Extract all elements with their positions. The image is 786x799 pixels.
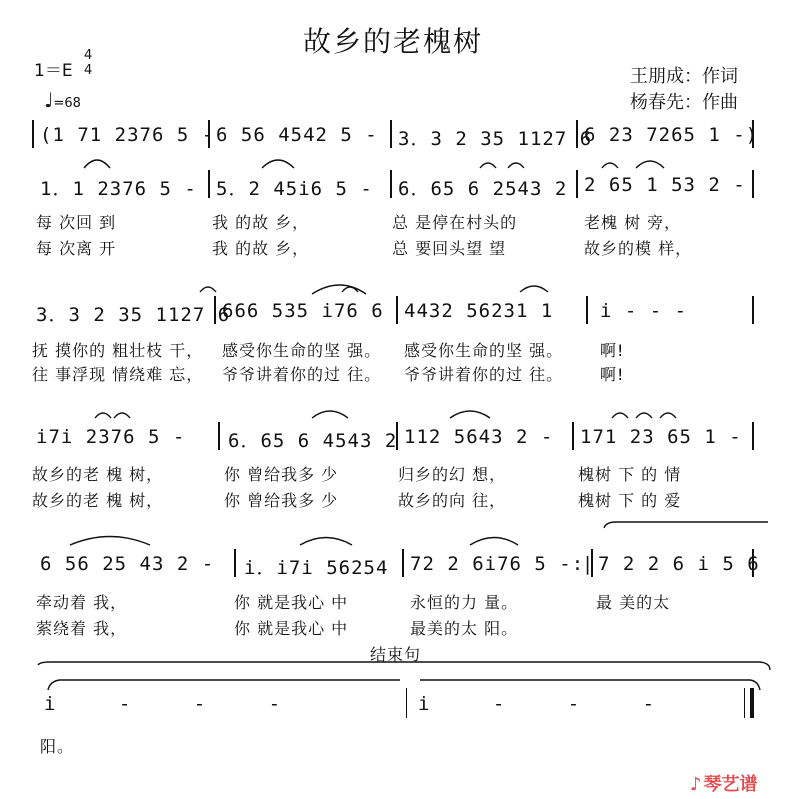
bar-line xyxy=(752,549,754,577)
measure-notes: 6 56 4542 5 - xyxy=(216,124,378,146)
lyric-verse-1: 啊! xyxy=(600,341,625,360)
measure-notes: 2 65 1 53 2 - xyxy=(584,174,746,196)
measure-notes: 72 2 6i76 5 -:‖ xyxy=(410,553,597,575)
time-signature-bottom: 4 xyxy=(84,63,93,78)
lyric-verse-2: 你 就是我心 中 xyxy=(234,619,349,638)
lyric-verse-2: 啊! xyxy=(600,365,625,384)
bar-line xyxy=(396,422,398,450)
bar-line xyxy=(208,120,210,148)
site-watermark xyxy=(690,770,758,796)
measure-notes: 5．2 45i6 5 - xyxy=(216,178,373,200)
repeat-end-bar xyxy=(591,549,593,577)
lyric-verse-2: 你 曾给我多 少 xyxy=(224,491,339,510)
lyric-verse-1: 故乡的老 槐 树， xyxy=(32,465,164,484)
bar-line xyxy=(572,422,574,450)
bar-line xyxy=(234,549,236,577)
bar-line xyxy=(752,296,754,324)
watermark-text: 琴艺谱 xyxy=(703,774,758,795)
time-signature xyxy=(84,48,92,78)
lyric-verse-1: 永恒的力 量。 xyxy=(410,593,519,612)
ending-lyric: 阳。 xyxy=(40,737,75,756)
bar-line xyxy=(214,296,216,324)
measure-notes: i - - - xyxy=(600,300,688,322)
bar-line xyxy=(218,422,220,450)
composer-credit: 杨春先：作曲 xyxy=(630,92,738,113)
quarter-note-icon: ♩ xyxy=(44,88,54,112)
measure-notes: 6．65 6 2543 2 xyxy=(398,178,568,200)
lyric-verse-1: 你 就是我心 中 xyxy=(234,593,349,612)
lyric-verse-1: 牵动着 我， xyxy=(36,593,128,612)
score-title: 故乡的老槐树 xyxy=(302,25,483,58)
bar-line xyxy=(208,170,210,198)
piano-logo-icon: ♪ xyxy=(690,774,702,795)
tempo-value: =68 xyxy=(53,96,81,111)
bar-line xyxy=(752,170,754,198)
lyric-verse-1: 抚 摸你的 粗壮枝 干， xyxy=(32,341,204,360)
measure-notes: 666 535 i76 6 xyxy=(222,300,384,322)
bar-line xyxy=(406,688,407,718)
lyric-verse-1: 最 美的太 xyxy=(596,593,671,612)
measure-notes: i．i7i 56254 xyxy=(244,557,389,579)
bar-line xyxy=(576,170,578,198)
lyric-verse-1: 槐树 下 的 情 xyxy=(578,465,682,484)
measure-notes: 171 23 65 1 - xyxy=(580,426,742,448)
ending-measure-notes: i - - - xyxy=(418,693,656,715)
measure-notes: 6．65 6 4543 2 xyxy=(228,430,398,452)
measure-notes: 112 5643 2 - xyxy=(404,426,554,448)
bar-line xyxy=(752,120,754,148)
measure-notes: 7 2 2 6 i 5 6 xyxy=(598,553,760,575)
ending-label: 结束句 xyxy=(370,645,422,664)
lyric-verse-2: 爷爷讲着你的过 往。 xyxy=(404,365,564,384)
tempo-marking xyxy=(44,88,81,112)
lyric-verse-1: 每 次回 到 xyxy=(36,213,117,232)
measure-notes: 3．3 2 35 1127 6 xyxy=(36,304,231,326)
lyric-verse-2: 槐树 下 的 爱 xyxy=(578,491,682,510)
lyric-verse-2: 故乡的模 样， xyxy=(584,239,693,258)
bar-line xyxy=(390,120,392,148)
lyric-verse-1: 你 曾给我多 少 xyxy=(224,465,339,484)
measure-notes: 4432 56231 1 xyxy=(404,300,554,322)
key-signature: 1＝E xyxy=(34,61,73,81)
bar-line xyxy=(32,120,34,148)
lyricist-credit: 王朋成：作词 xyxy=(630,66,738,87)
measure-notes: 6 23 7265 1 -) xyxy=(584,124,759,146)
bar-line xyxy=(402,549,404,577)
lyric-verse-2: 故乡的向 往， xyxy=(398,491,507,510)
lyric-verse-2: 总 要回头望 望 xyxy=(392,239,507,258)
lyric-verse-1: 感受你生命的坚 强。 xyxy=(222,341,382,360)
bar-line xyxy=(390,170,392,198)
bar-line xyxy=(396,296,398,324)
lyric-verse-1: 我 的故 乡， xyxy=(212,213,310,232)
measure-notes: i7i 2376 5 - xyxy=(36,426,186,448)
bar-line xyxy=(586,296,588,324)
bar-line xyxy=(752,422,754,450)
lyric-verse-1: 归乡的幻 想， xyxy=(398,465,507,484)
lyric-verse-2: 往 事浮现 情绕难 忘， xyxy=(32,365,204,384)
final-bar-thick xyxy=(750,688,754,718)
lyric-verse-1: 总 是停在村头的 xyxy=(392,213,518,232)
measure-notes: 6 56 25 43 2 - xyxy=(40,553,215,575)
ending-measure-notes: i - - - xyxy=(44,693,282,715)
time-signature-top: 4 xyxy=(84,48,93,63)
lyric-verse-1: 感受你生命的坚 强。 xyxy=(404,341,564,360)
lyric-verse-1: 老槐 树 旁， xyxy=(584,213,682,232)
lyric-verse-2: 每 次离 开 xyxy=(36,239,117,258)
lyric-verse-2: 爷爷讲着你的过 往。 xyxy=(222,365,382,384)
lyric-verse-2: 萦绕着 我， xyxy=(36,619,128,638)
lyric-verse-2: 我 的故 乡， xyxy=(212,239,310,258)
measure-notes: 3．3 2 35 1127 6 xyxy=(398,128,593,150)
measure-notes: 1．1 2376 5 - xyxy=(40,178,197,200)
lyric-verse-2: 最美的太 阳。 xyxy=(410,619,519,638)
final-bar-thin xyxy=(744,688,745,718)
lyric-verse-2: 故乡的老 槐 树， xyxy=(32,491,164,510)
measure-notes: (1 71 2376 5 - xyxy=(40,124,215,146)
bar-line xyxy=(576,120,578,148)
